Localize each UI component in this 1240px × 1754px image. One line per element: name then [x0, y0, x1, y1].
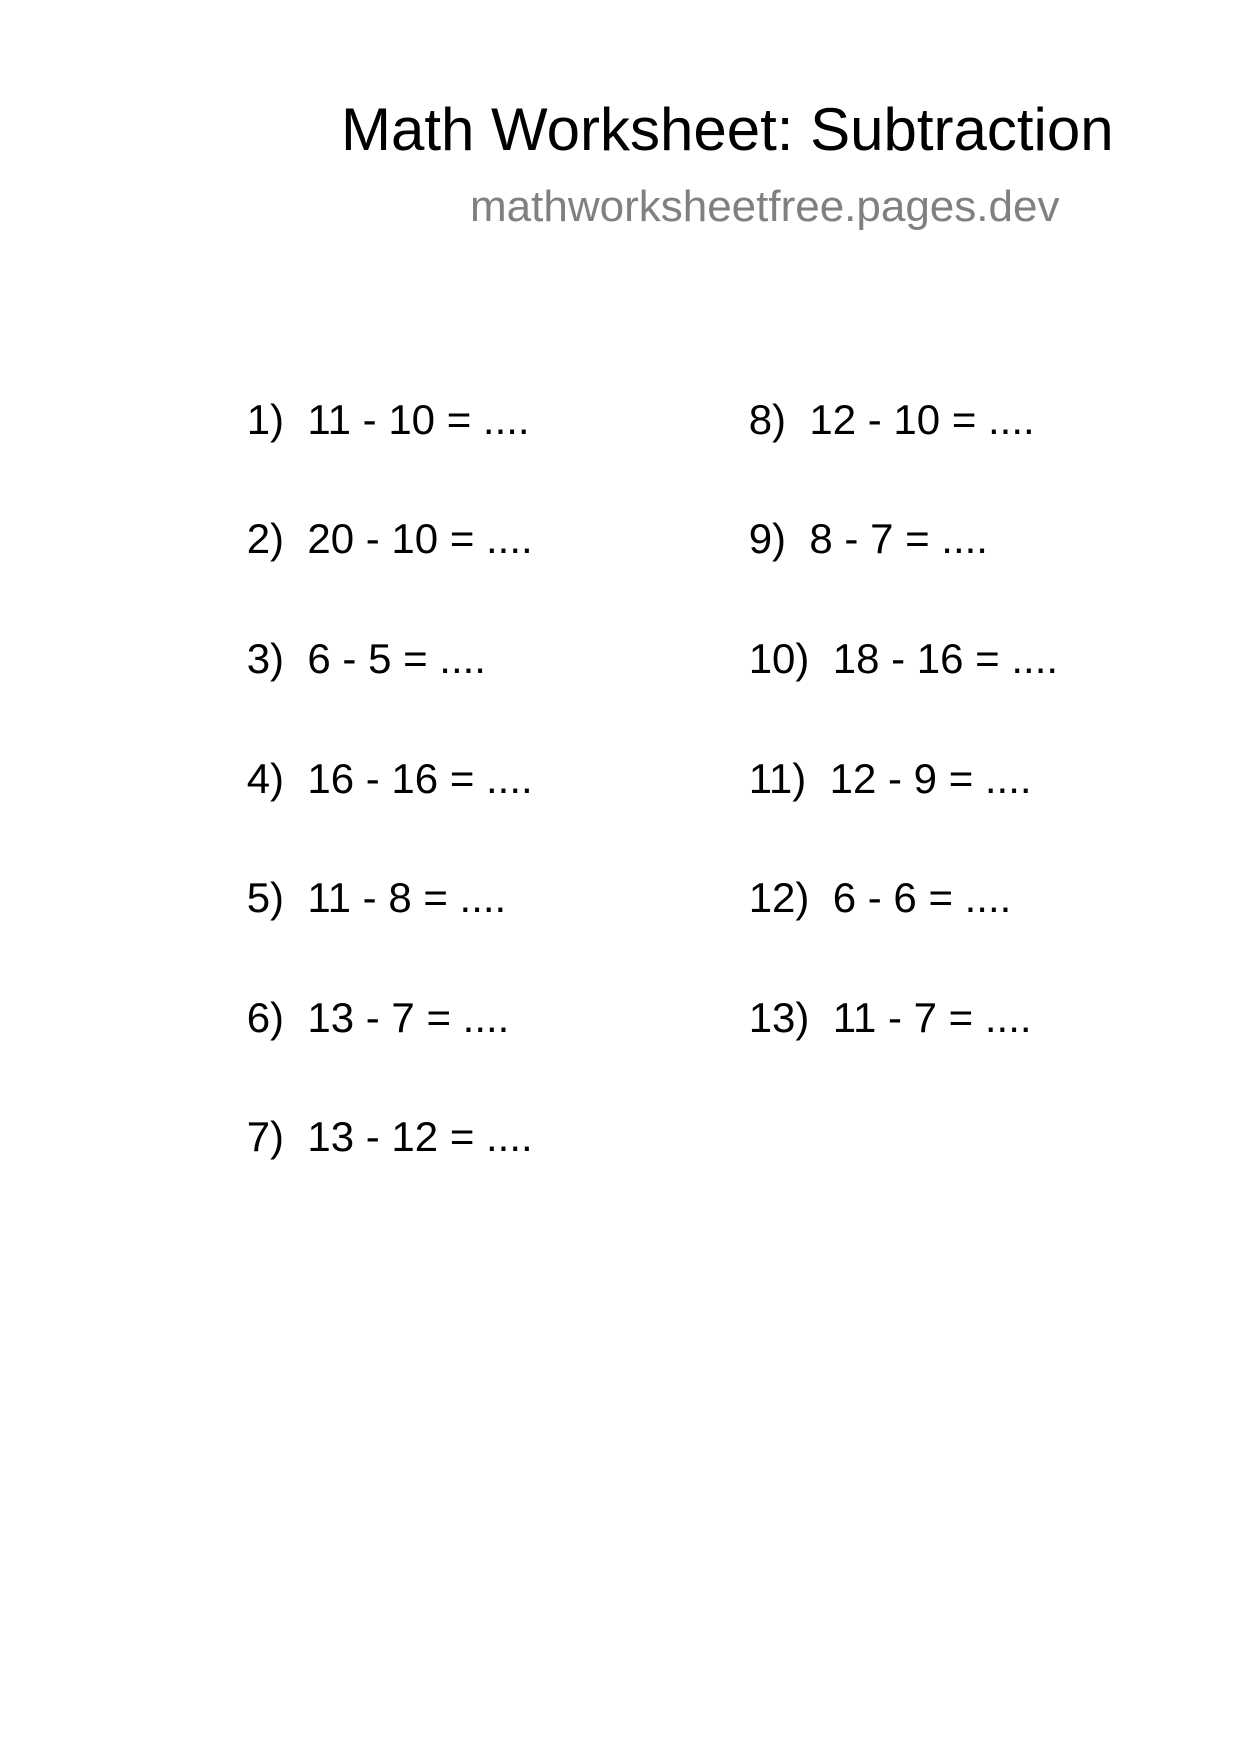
- problem-expression: 6 - 6 = ....: [832, 874, 1012, 921]
- problem-1: [200, 357, 530, 483]
- problem-7: [200, 1074, 533, 1200]
- problem-number: 13): [748, 994, 810, 1041]
- problem-number: 3): [246, 635, 285, 682]
- problem-expression: 11 - 8 = ....: [307, 874, 507, 921]
- problem-10: [702, 596, 1058, 722]
- problem-expression: 13 - 12 = ....: [307, 1113, 533, 1160]
- website-url: mathworksheetfree.pages.dev: [470, 182, 1060, 231]
- problem-number: 12): [748, 874, 810, 921]
- problem-expression: 11 - 7 = ....: [832, 994, 1032, 1041]
- problem-5: [200, 835, 506, 961]
- problem-number: 9): [748, 515, 787, 562]
- problem-6: [200, 955, 509, 1081]
- problem-number: 5): [246, 874, 285, 921]
- problem-8: [702, 357, 1035, 483]
- problem-2: [200, 476, 533, 602]
- problem-11: [702, 716, 1032, 842]
- problem-expression: 20 - 10 = ....: [307, 515, 533, 562]
- problem-9: [702, 476, 988, 602]
- problem-number: 10): [748, 635, 810, 682]
- problem-12: [702, 835, 1011, 961]
- problem-number: 6): [246, 994, 285, 1041]
- problem-expression: 12 - 10 = ....: [809, 396, 1035, 443]
- problem-number: 8): [748, 396, 787, 443]
- page-title: Math Worksheet: Subtraction: [341, 96, 1114, 163]
- problem-3: [200, 596, 486, 722]
- problem-number: 7): [246, 1113, 285, 1160]
- problem-4: [200, 716, 533, 842]
- problem-number: 1): [246, 396, 285, 443]
- problem-expression: 18 - 16 = ....: [832, 635, 1059, 682]
- problem-number: 4): [246, 755, 285, 802]
- problem-expression: 8 - 7 = ....: [809, 515, 988, 562]
- problem-13: [702, 955, 1032, 1081]
- problem-expression: 12 - 9 = ....: [829, 755, 1032, 802]
- problem-expression: 6 - 5 = ....: [307, 635, 486, 682]
- problem-expression: 16 - 16 = ....: [307, 755, 533, 802]
- problem-expression: 11 - 10 = ....: [307, 396, 530, 443]
- problem-number: 11): [748, 755, 807, 802]
- problem-expression: 13 - 7 = ....: [307, 994, 510, 1041]
- problem-number: 2): [246, 515, 285, 562]
